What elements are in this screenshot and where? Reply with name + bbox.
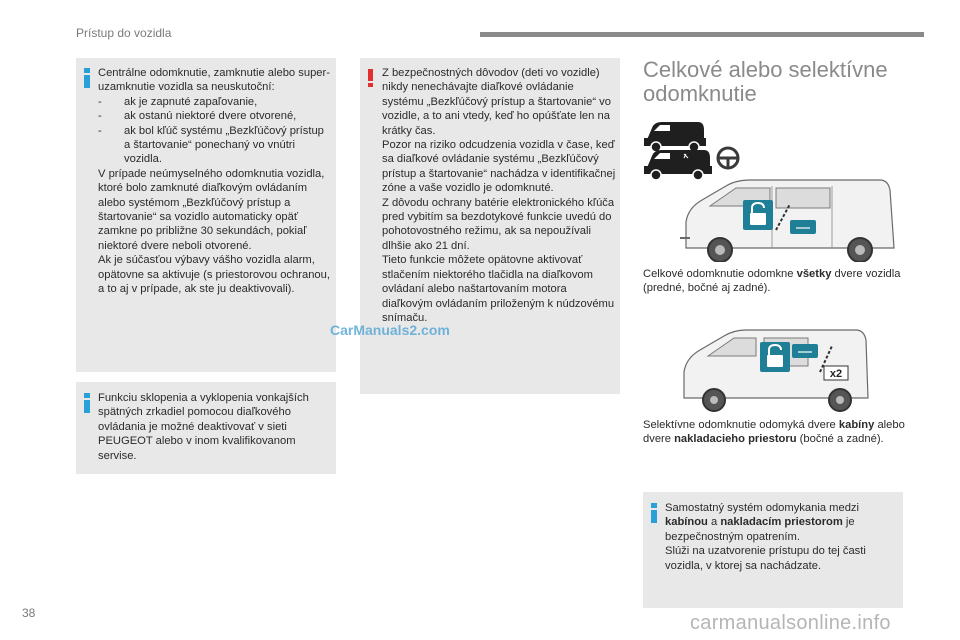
list-item: - ak ostanú niektoré dvere otvorené, xyxy=(98,110,297,123)
figure-full-unlock xyxy=(640,112,900,262)
box1-paragraph: V prípade neúmyselného odomknutia vozidla, ktoré bolo zamknuté diaľkovým ovládaním alebo systémom „Bezkľúčový prístup a štartovanie“ sa vozidlo automaticky opäť zamkne po približne 30 sekundách, pokiaľ niektoré dvere neboli otvorené. xyxy=(98,167,325,252)
box3-paragraph: Z bezpečnostných dôvodov (deti vo vozidle) nikdy nenechávajte diaľkové ovládanie systému „Bezkľúčový prístup a štartovanie“ vo vozidle, a to ani vtedy, keď ho opúšťate len na krátky čas. xyxy=(382,67,611,137)
box1-paragraph: Ak je súčasťou výbavy vášho vozidla alarm, opätovne sa aktivuje (s priestorovou ochranou, a to aj v prípade, ak ste ju deaktivovali). xyxy=(98,254,330,296)
box3-paragraph: Pozor na riziko odcudzenia vozidla v čase, keď sa diaľkové ovládanie systému „Bezkľúčový prístup a štartovanie“ nachádza v identifikačnej zóne a vaše vozidlo je odomknuté. xyxy=(382,139,616,195)
info-box-separate-unlock xyxy=(643,492,903,608)
info-icon xyxy=(84,68,90,88)
box2-text: Funkciu sklopenia a vyklopenia vonkajších spätných zrkadiel pomocou diaľkového ovládania je možné deaktivovať v sieti PEUGEOT alebo v inom kvalifikovanom servise. xyxy=(98,392,309,462)
watermark: CarManuals2.com xyxy=(330,322,450,338)
steering-wheel-icon xyxy=(718,148,738,168)
x2-label: x2 xyxy=(829,368,843,380)
box4-paragraph: Slúži na uzatvorenie prístupu do tej časti vozidla, v ktorej sa nachádzate. xyxy=(665,545,866,572)
info-box-locking-conditions xyxy=(76,58,336,372)
list-item: - ak bol kľúč systému „Bezkľúčový prístup a štartovanie“ ponechaný vo vnútri vozidla. xyxy=(98,124,324,166)
page-number: 38 xyxy=(22,606,36,620)
box3-paragraph: Z dôvodu ochrany batérie elektronického kľúča pred vybitím sa bezdotykové funkcie uvedú do pohotovostného režimu, ak sa nepoužívali dlhšie ako 21 dní. xyxy=(382,196,615,252)
info-icon xyxy=(84,393,90,413)
van-illustration xyxy=(680,180,894,262)
box4-paragraph: Samostatný systém odomykania medzi kabínou a nakladacím priestorom je bezpečnostným opatrením. xyxy=(665,502,859,543)
info-box-mirrors xyxy=(76,382,336,474)
box1-intro: Centrálne odomknutie, zamknutie alebo super-uzamknutie vozidla sa neuskutoční: xyxy=(98,67,330,94)
info-icon xyxy=(651,503,657,523)
unlock-icon xyxy=(760,342,790,372)
caption-full-unlock: Celkové odomknutie odomkne všetky dvere vozidla (predné, bočné aj zadné). xyxy=(643,268,901,295)
remote-key-icon xyxy=(792,344,818,358)
header-rule xyxy=(480,32,924,37)
footer-watermark: carmanualsonline.info xyxy=(690,612,891,634)
van-icon xyxy=(644,122,706,152)
section-title: Celkové alebo selektívne odomknutie xyxy=(643,57,888,106)
chapter-title: Prístup do vozidla xyxy=(76,26,172,40)
list-item: - ak je zapnuté zapaľovanie, xyxy=(98,95,258,108)
remote-key-icon xyxy=(790,220,816,234)
figure-selective-unlock xyxy=(680,326,870,418)
van-icon xyxy=(644,150,712,180)
caption-selective-unlock: Selektívne odomknutie odomyká dvere kabíny alebo dvere nakladacieho priestoru (bočné a zadné). xyxy=(643,419,905,446)
warning-box-keyless xyxy=(360,58,620,394)
warning-icon xyxy=(367,69,375,87)
unlock-icon xyxy=(743,200,773,230)
box3-paragraph: Tieto funkcie môžete opätovne aktivovať stlačením niektorého tlačidla na diaľkovom ovládaní alebo naštartovaním motora diaľkovým ovládaním priloženým k núdzovému snímaču. xyxy=(382,254,615,324)
